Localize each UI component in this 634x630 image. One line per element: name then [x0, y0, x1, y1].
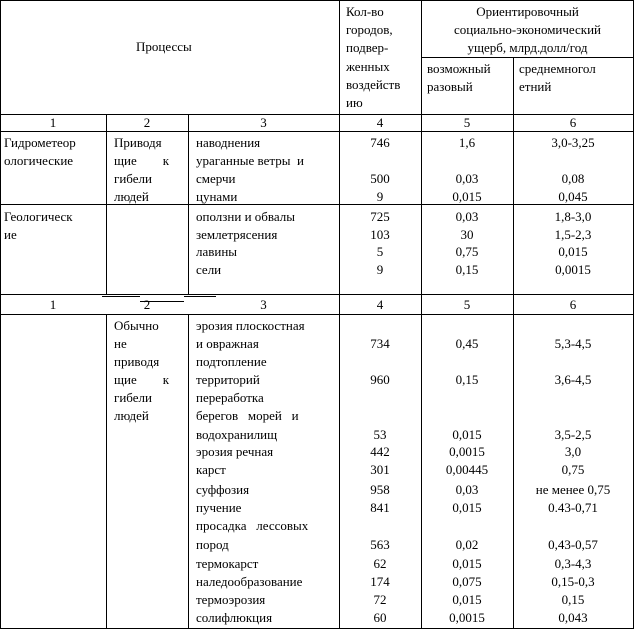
- cities-value: 72: [373, 592, 387, 607]
- possible-value: 0,015: [452, 500, 482, 515]
- header-average-line: етний: [519, 79, 552, 94]
- possible-value: 0,03: [455, 209, 479, 224]
- cities-value: 9: [376, 262, 384, 277]
- process-name: сели: [196, 262, 222, 277]
- column-number: 3: [260, 115, 267, 130]
- column-number: 6: [569, 115, 577, 130]
- header-cities-line: ию: [346, 95, 363, 110]
- process-name: лавины: [196, 244, 238, 259]
- possible-value: 0,15: [455, 262, 479, 277]
- cities-value: 725: [370, 209, 390, 224]
- subcategory-label: людей: [114, 408, 149, 423]
- cities-value: 500: [370, 171, 390, 186]
- average-value: 1,5-2,3: [554, 227, 592, 242]
- subcategory-label: щие к: [114, 153, 170, 168]
- average-value: 1,8-3,0: [554, 209, 592, 224]
- cities-value: 9: [376, 189, 384, 204]
- possible-value: 0,75: [455, 244, 479, 259]
- category-label: ологические: [4, 153, 74, 168]
- process-name: наледообразование: [196, 574, 303, 589]
- possible-value: 0,02: [455, 537, 479, 552]
- process-name: ураганные ветры и: [196, 153, 304, 168]
- process-name: пород: [196, 537, 229, 552]
- process-name: карст: [196, 462, 226, 477]
- subcategory-label: не: [114, 336, 127, 351]
- cities-value: 958: [370, 482, 390, 497]
- process-name: термоэрозия: [196, 592, 266, 607]
- header-cities-line: Кол-во: [346, 4, 384, 19]
- subcategory-label: гибели: [114, 171, 152, 186]
- average-value: 0,015: [558, 244, 588, 259]
- header-average-line: среднемногол: [519, 61, 596, 76]
- column-number: 1: [49, 115, 57, 130]
- header-cities-line: городов,: [346, 22, 393, 37]
- process-name: просадка лессовых: [196, 518, 309, 533]
- subcategory-label: приводя: [114, 354, 160, 369]
- header-possible-line: разовый: [427, 79, 473, 94]
- average-value: 0,15: [561, 592, 585, 607]
- header-damage-line: ущерб, млрд.долл/год: [467, 40, 588, 55]
- column-number: 4: [376, 115, 384, 130]
- process-name: эрозия плоскостная: [196, 318, 305, 333]
- process-name: солифлюкция: [196, 610, 273, 625]
- header-cities-line: подвер-: [346, 40, 389, 55]
- possible-value: 0,0015: [449, 444, 485, 459]
- header-cities-line: женных: [346, 59, 390, 74]
- possible-value: 0,015: [452, 556, 482, 571]
- column-number: 5: [463, 297, 471, 312]
- category-label: Гидрометеор: [4, 135, 76, 150]
- process-name: и овражная: [196, 336, 259, 351]
- process-name: суффозия: [196, 482, 250, 497]
- average-value: не менее 0,75: [535, 482, 611, 497]
- possible-value: 0,015: [452, 592, 482, 607]
- process-name: смерчи: [196, 171, 236, 186]
- cities-value: 442: [370, 444, 390, 459]
- header-possible-line: возможный: [427, 61, 491, 76]
- average-value: 3,0: [564, 444, 582, 459]
- cities-value: 746: [370, 135, 390, 150]
- average-value: 0,43-0,57: [548, 537, 598, 552]
- cities-value: 841: [370, 500, 390, 515]
- possible-value: 0,03: [455, 482, 479, 497]
- process-name: термокарст: [196, 556, 259, 571]
- average-value: 0,0015: [555, 262, 591, 277]
- possible-value: 0,015: [452, 189, 482, 204]
- cities-value: 5: [376, 244, 384, 259]
- average-value: 0,045: [558, 189, 588, 204]
- column-number: 1: [49, 297, 57, 312]
- possible-value: 0,0015: [449, 610, 485, 625]
- cities-value: 103: [370, 227, 390, 242]
- cities-value: 301: [370, 462, 390, 477]
- header-processes: Процессы: [136, 39, 192, 54]
- process-name: землетрясения: [196, 227, 278, 242]
- possible-value: 0,45: [455, 336, 479, 351]
- process-name: территорий: [196, 372, 260, 387]
- cities-value: 53: [373, 427, 387, 442]
- category-label: ие: [4, 227, 17, 242]
- subcategory-label: людей: [114, 189, 149, 204]
- cities-value: 174: [370, 574, 390, 589]
- average-value: 0,08: [561, 171, 585, 186]
- possible-value: 0,15: [455, 372, 479, 387]
- cities-value: 62: [373, 556, 387, 571]
- header-damage-line: Ориентировочный: [476, 4, 579, 19]
- average-value: 0.43-0,71: [548, 500, 598, 515]
- cities-value: 563: [370, 537, 390, 552]
- column-number: 5: [463, 115, 471, 130]
- process-name: водохранилищ: [196, 427, 278, 442]
- average-value: 3,6-4,5: [554, 372, 592, 387]
- subcategory-label: Обычно: [114, 318, 159, 333]
- average-value: 0,75: [561, 462, 585, 477]
- column-number: 6: [569, 297, 577, 312]
- category-label: Геологическ: [4, 209, 73, 224]
- process-name: подтопление: [196, 354, 267, 369]
- subcategory-label: гибели: [114, 390, 152, 405]
- cities-value: 734: [370, 336, 390, 351]
- possible-value: 30: [460, 227, 474, 242]
- possible-value: 0,03: [455, 171, 479, 186]
- column-number: 2: [143, 115, 151, 130]
- column-number: 2: [143, 297, 151, 312]
- possible-value: 0,00445: [445, 462, 489, 477]
- average-value: 3,0-3,25: [551, 135, 595, 150]
- average-value: 0,15-0,3: [551, 574, 595, 589]
- process-name: оползни и обвалы: [196, 209, 295, 224]
- average-value: 5,3-4,5: [554, 336, 592, 351]
- column-number: 3: [260, 297, 267, 312]
- possible-value: 0,075: [452, 574, 482, 589]
- header-cities-line: воздейств: [346, 77, 401, 92]
- process-name: эрозия речная: [196, 444, 274, 459]
- subcategory-label: Приводя: [114, 135, 162, 150]
- cities-value: 60: [373, 610, 387, 625]
- possible-value: 0,015: [452, 427, 482, 442]
- process-name: наводнения: [196, 135, 261, 150]
- process-name: пучение: [196, 500, 242, 515]
- subcategory-label: щие к: [114, 372, 170, 387]
- process-name: цунами: [196, 189, 238, 204]
- header-damage-line: социально-экономический: [453, 22, 602, 37]
- process-name: переработка: [196, 390, 264, 405]
- possible-value: 1,6: [458, 135, 476, 150]
- column-number: 4: [376, 297, 384, 312]
- average-value: 0,043: [558, 610, 588, 625]
- average-value: 3,5-2,5: [554, 427, 592, 442]
- cities-value: 960: [370, 372, 390, 387]
- average-value: 0,3-4,3: [554, 556, 592, 571]
- process-name: берегов морей и: [196, 408, 299, 423]
